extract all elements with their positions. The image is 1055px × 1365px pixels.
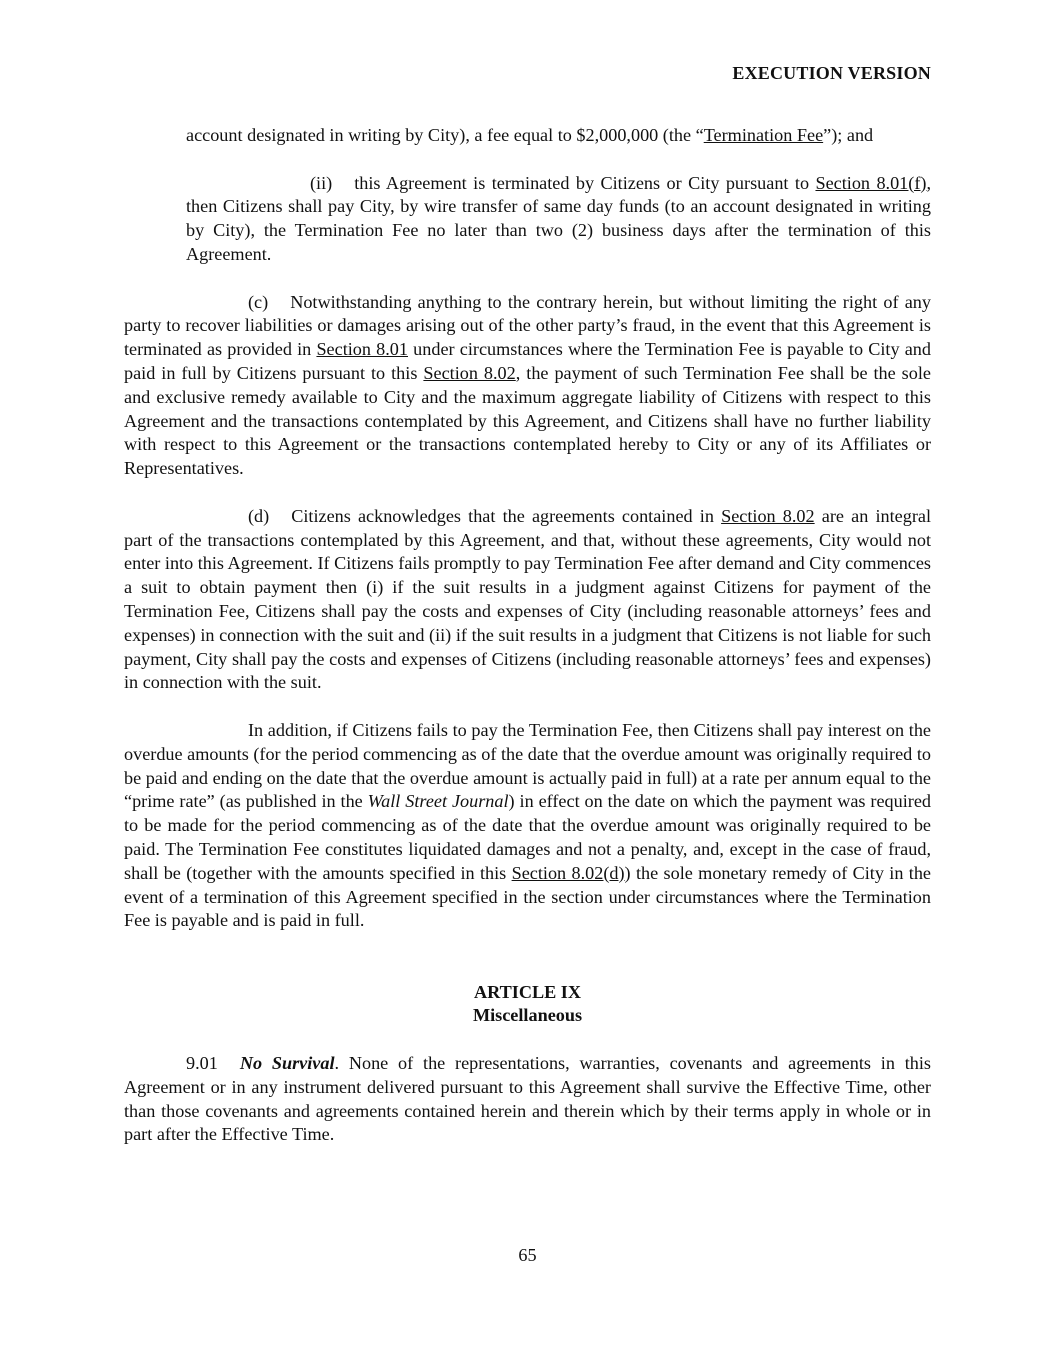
section-ref-8-01: Section 8.01 (316, 339, 408, 360)
section-ref-8-02: Section 8.02 (423, 362, 516, 383)
clause-label-ii: (ii) (310, 172, 333, 193)
page-number: 65 (518, 1245, 537, 1265)
section-ref-8-02: Section 8.02 (721, 505, 815, 526)
paragraph-b-i-continued: account designated in writing by City), a fee equal to $2,000,000 (the “Termination Fee”); and (186, 125, 874, 145)
section-number: 9.01 (186, 1053, 218, 1074)
defined-term-termination-fee: Termination Fee (703, 125, 824, 145)
section-ref-8-02-d: Section 8.02(d) (511, 862, 625, 883)
wall-street-journal-title: Wall Street Journal (367, 791, 509, 812)
clause-label-c: (c) (248, 291, 269, 312)
paragraph-c: (c) Notwithstanding anything to the contrary herein, but without limiting the right of any party to recover liabilities or damages arising out of the other party’s fraud, in the event that this Agreement is terminated as provided in Section 8.01 under circumstances where the Termination Fee is payable to City and paid in full by Citizens pursuant to this Section 8.02, the payment of such Termination Fee shall be the sole and exclusive remedy available to City and the maximum aggregate liability of Citizens with respect to this Agreement and the transactions contemplated by this Agreement, and Citizens shall have no further liability with respect to this Agreement or the transactions contemplated hereby to City or any of its Affiliates or Representatives. (124, 291, 931, 479)
article-number: ARTICLE IX (474, 981, 581, 1002)
section-heading: No Survival (239, 1053, 335, 1074)
section-9-01: 9.01 No Survival. None of the representations, warranties, covenants and agreements in this Agreement or in any instrument delivered pursuant to this Agreement shall survive the Effective Time, other than those covenants and agreements contained herein and therein which by their terms apply in whole or in part after the Effective Time. (124, 1053, 931, 1145)
article-title: Miscellaneous (472, 1005, 583, 1026)
paragraph-in-addition: In addition, if Citizens fails to pay the Termination Fee, then Citizens shall pay interest on the overdue amounts (for the period commencing as of the date that the overdue amount was originally required to be paid and ending on the date that the overdue amount is actually paid in full) at a rate per annum equal to the “prime rate” (as published in the Wall Street Journal) in effect on the date on which the payment was required to be made for the period commencing as of the date that the overdue amount was originally required to be paid. The Termination Fee constitutes liquidated damages and not a penalty, and, except in the case of fraud, shall be (together with the amounts specified in this Section 8.02(d)) the sole monetary remedy of City in the event of a termination of this Agreement specified in the section under circumstances where the Termination Fee is payable and is paid in full. (124, 719, 932, 931)
paragraph-d: (d) Citizens acknowledges that the agreements contained in Section 8.02 are an integral part of the transactions contemplated by this Agreement, and that, without these agreements, City would not enter into this Agreement. If Citizens fails promptly to pay Termination Fee after demand and City commences a suit to obtain payment then (i) if the suit results in a judgment against Citizens for payment of the Termination Fee, Citizens shall pay the costs and expenses of City (including reasonable attorneys’ fees and expenses) in connection with the suit and (ii) if the suit results in a judgment that Citizens is not liable for such payment, City shall pay the costs and expenses of Citizens (including reasonable attorneys’ fees and expenses) in connection with the suit. (124, 505, 932, 693)
execution-version-header: EXECUTION VERSION (732, 63, 931, 83)
document-body (124, 124, 931, 1147)
clause-label-d: (d) (248, 505, 270, 526)
paragraph-b-ii: (ii) this Agreement is terminated by Citizens or City pursuant to Section 8.01(f), then Citizens shall pay City, by wire transfer of same day funds (to an account designated in writing by City), the Termination Fee no later than two (2) business days after the termination of this Agreement. (186, 172, 931, 264)
section-ref-8-01-f: Section 8.01(f) (815, 172, 927, 193)
